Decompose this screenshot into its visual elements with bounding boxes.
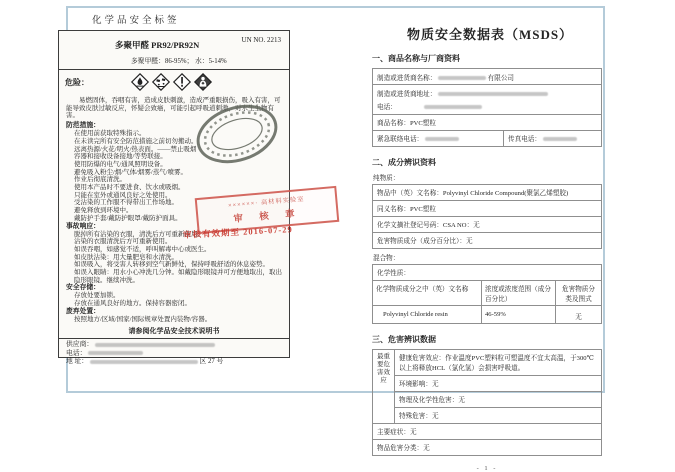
msds-document — [362, 24, 668, 472]
storage-list — [66, 292, 282, 307]
list-item: 如误入眼睛：用水小心冲洗几分钟。如戴隐形眼镜并可方便地取出，取出隐形眼镜。继续冲洗。 — [74, 269, 282, 284]
composition-data-row — [373, 306, 601, 323]
label-page-title: 化学品安全标签 — [92, 16, 180, 26]
composition-line: 多聚甲醛：86-95%； 水：5-14% — [131, 58, 227, 65]
composition-header-row — [373, 281, 601, 306]
review-stamp-lab-line: ××××××· 高材料实验室 — [227, 195, 305, 210]
review-stamp-seal-line: 审 核 章 — [233, 209, 303, 225]
list-item: 避免释放到环境中。 — [74, 207, 133, 215]
review-validity-stamp: 审核有效期至 2016-07-29 — [182, 224, 293, 240]
chem-property-row: 化学性质： — [373, 265, 601, 281]
phone-row — [66, 350, 282, 359]
refer-msds-note: 请参阅化学品安全技术说明书 — [128, 326, 220, 335]
list-item: 远离热源/火花/明火/热表面。——禁止吸烟 — [74, 145, 197, 153]
comp-name-cell: Polyvinyl Chloride resin — [383, 310, 448, 318]
section-heading-precaution: 防范措施： — [66, 122, 100, 130]
list-item: 按照地方/区域/国家/国际规章处置内装物/容器。 — [74, 315, 212, 323]
emergency-cell — [373, 131, 503, 146]
ghs-health-hazard-icon — [194, 73, 212, 91]
list-item: 只能在室外或通风良好之处使用。 — [74, 191, 172, 199]
list-item: 存放处要加锁。 — [74, 292, 120, 300]
un-number: UN NO. 2213 — [241, 36, 281, 44]
ingredient-row: 化学文摘社登记号码：CSA NO：无 — [373, 217, 601, 233]
fax-label: 传真电话： — [508, 136, 541, 143]
maker-name-row — [373, 69, 601, 85]
product-name-row: 商品名称：PVC塑粒 — [373, 115, 601, 131]
signal-word: 危险： — [65, 77, 89, 87]
hazard-effect-row: 健康危害效应：作业温度PVC塑料粒可塑温度不宜太高温，于300℃以上将释放HCL（氯化氢）会损害呼吸道。 — [395, 350, 601, 376]
emergency-fax-row — [373, 131, 601, 146]
hazard-effects-block — [373, 350, 601, 424]
maker-address-row — [373, 85, 601, 115]
comp-class-cell: 无 — [555, 306, 601, 323]
round-company-seal — [193, 102, 281, 171]
phone-label: 电话： — [66, 349, 87, 357]
list-item: 如误吞咽，如感觉不适，呼叫解毒中心或医生。 — [74, 245, 211, 253]
msds-section1-heading: 一、商品名称与厂商资料 — [372, 54, 460, 63]
supplier-label: 供应商： — [66, 341, 94, 349]
disposal-list — [66, 316, 282, 324]
address-label: 地 址： — [66, 358, 89, 366]
hazard-class-row: 物品危害分类：无 — [377, 445, 430, 452]
label-header — [59, 31, 289, 70]
comp-range-cell: 46-59% — [481, 306, 555, 323]
redacted-phone — [88, 351, 143, 355]
hazard-effect-row: 特殊危害：无 — [399, 413, 439, 420]
redacted-supplier-name — [95, 343, 215, 347]
section-heading-disposal: 废弃处置： — [66, 307, 100, 315]
redacted-emergency-phone — [425, 137, 459, 141]
list-item: 如误吸入，将受害人转移到空气新鲜处，保持呼吸舒适的休息姿势。 — [74, 261, 269, 269]
list-item: 在未读完所有安全防范措施之前切勿搬动。 — [74, 137, 198, 145]
hazard-pictogram-row — [59, 70, 289, 93]
list-item: 使用防爆的电气/通风照明设备。 — [74, 160, 167, 168]
list-item: 戴防护手套/戴防护眼罩/戴防护面具。 — [74, 214, 182, 222]
emergency-label: 紧急联络电话： — [377, 136, 424, 143]
section-heading-storage: 安全存储： — [66, 284, 100, 292]
ghs-pictograms — [131, 73, 212, 91]
redacted-maker-phone — [424, 105, 482, 109]
supplier-section — [59, 338, 289, 369]
msds-section1-table — [372, 68, 602, 147]
supplier-row — [66, 341, 282, 350]
list-item: 容器和接收设备接地/等势联接。 — [74, 153, 167, 161]
composition-table — [372, 264, 602, 324]
maker-name-suffix: 有限公司 — [487, 74, 515, 82]
hazard-effect-row: 环境影响：无 — [395, 376, 601, 392]
comp-header-class: 危害物质分类及图式 — [555, 281, 601, 305]
redacted-maker-name — [438, 76, 486, 80]
msds-section2-table — [372, 184, 602, 249]
maker-addr-label: 制造或进货商地址： — [377, 90, 437, 98]
main-symptom-row: 主要症状：无 — [373, 424, 601, 440]
list-item: 存放在通风良好的地方。保持容器密闭。 — [74, 300, 191, 308]
list-item: 受沾染的工作服不得带出工作场地。 — [74, 199, 178, 207]
list-item: 作业后彻底清洗。 — [74, 176, 126, 184]
comp-header-range: 浓度或浓度范围（成分百分比） — [481, 281, 555, 305]
ingredient-row: 物品中（英）文名称：Polyvinyl Chloride Compound(聚氯乙烯塑胶) — [373, 185, 601, 201]
address-row — [66, 358, 282, 367]
list-item: 如皮肤沾染：用大量肥皂和水清洗。 — [74, 253, 178, 261]
pure-substance-label: 纯物质： — [373, 174, 400, 182]
hazard-side-label: 最重要危害效应 — [373, 350, 395, 423]
maker-phone-label: 电话： — [377, 103, 397, 111]
msds-content-column — [372, 53, 602, 456]
section-heading-response: 事故响应： — [66, 222, 100, 230]
ghs-exclamation-icon — [173, 73, 191, 91]
msds-title: 物质安全数据表（MSDS） — [406, 27, 574, 42]
redacted-fax — [543, 137, 577, 141]
maker-name-label: 制造或进货商名称： — [377, 74, 437, 82]
hazard-effect-rows — [395, 350, 601, 423]
ghs-flame-icon — [131, 73, 149, 91]
page-number: - 1 - — [476, 464, 498, 472]
msds-section3-table — [372, 349, 602, 456]
ingredient-row: 危害物质成分（成分百分比）：无 — [377, 238, 473, 245]
hazard-statement: 易燃固体，吞咽有害，造成皮肤刺激，造成严重眼损伤，吸入有害，可能导致皮肤过敏反应，怀疑会致癌，可能引起呼吸道刺激，对水生生物有害。 — [66, 97, 281, 120]
list-item: 避免吸入粉尘/烟/气体/烟雾/蒸气/喷雾。 — [74, 168, 188, 176]
redacted-address — [90, 360, 198, 364]
address-suffix: 区 27 号 — [199, 358, 224, 366]
msds-section3-heading: 三、危害辨识数据 — [372, 334, 436, 344]
list-item: 在使用前获取特殊指示。 — [74, 130, 146, 138]
fax-cell — [503, 131, 601, 146]
msds-section2-heading: 二、成分辨识资料 — [372, 157, 436, 167]
list-item: 沾染的衣服清洗后方可重新使用。 — [74, 238, 172, 246]
ghs-corrosion-icon — [152, 73, 170, 91]
hazard-effect-row: 物理及化学性危害：无 — [395, 392, 601, 408]
redacted-maker-address — [438, 92, 548, 96]
product-name: 多聚甲醛 PR92/PR92N — [115, 40, 200, 50]
list-item: 脱掉所有沾染的衣服，清洗后方可重新使用。 — [74, 230, 204, 238]
comp-header-name: 化学物质成分之中（英）文名称 — [376, 285, 469, 293]
mixture-label: 混合物： — [373, 254, 400, 262]
ingredient-row: 同义名称：PVC塑粒 — [373, 201, 601, 217]
response-list — [66, 231, 282, 285]
list-item: 使用本产品时不要进食、饮水或吸烟。 — [74, 184, 185, 192]
